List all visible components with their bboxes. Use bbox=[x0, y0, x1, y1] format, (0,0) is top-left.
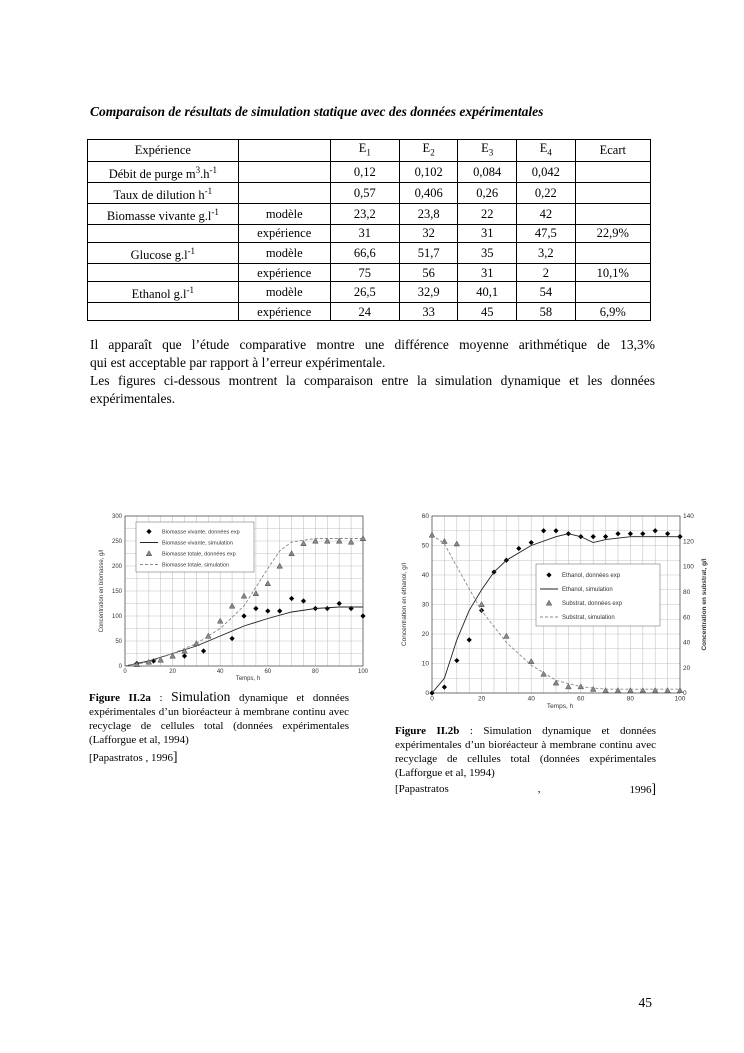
table-row bbox=[88, 182, 651, 203]
y2-axis-label: Concentration en substrat, g/l bbox=[701, 558, 708, 651]
cell-ecart bbox=[575, 182, 650, 203]
row-kind: expérience bbox=[238, 303, 330, 321]
cell-ecart bbox=[575, 282, 650, 303]
x-tick-label: 60 bbox=[577, 695, 585, 703]
cell-e3: 31 bbox=[458, 224, 517, 242]
cell-e2: 32,9 bbox=[399, 282, 458, 303]
data-point bbox=[603, 534, 608, 539]
paragraph-line: expérimentales. bbox=[90, 391, 176, 406]
row-kind: expérience bbox=[238, 224, 330, 242]
data-point bbox=[628, 688, 634, 693]
data-point bbox=[640, 531, 645, 536]
cell-e1: 23,2 bbox=[330, 203, 399, 224]
y2-tick-label: 120 bbox=[683, 538, 694, 546]
cell-e4: 47,5 bbox=[517, 224, 576, 242]
data-point bbox=[229, 603, 235, 608]
cell-e1: 26,5 bbox=[330, 282, 399, 303]
header-e1: $E_1$ bbox=[330, 140, 399, 162]
cell-e3: 31 bbox=[458, 264, 517, 282]
cell-e3: 0,26 bbox=[458, 182, 517, 203]
data-point bbox=[241, 613, 246, 618]
table-row bbox=[88, 264, 651, 282]
cell-e4: 54 bbox=[517, 282, 576, 303]
data-point bbox=[201, 648, 206, 653]
data-point bbox=[265, 581, 271, 586]
data-point bbox=[591, 534, 596, 539]
figure-2b-reference: [Papastratos , 1996] bbox=[395, 781, 656, 796]
data-point bbox=[541, 528, 546, 533]
table-title: Comparaison de résultats de simulation statique avec des données expérimentales bbox=[90, 104, 544, 119]
legend-label: Substrat, données exp bbox=[562, 601, 623, 607]
y-tick-label: 60 bbox=[421, 513, 429, 521]
data-point bbox=[348, 539, 354, 544]
x-tick-label: 0 bbox=[123, 669, 127, 675]
cell-e4: 58 bbox=[517, 303, 576, 321]
data-point bbox=[253, 606, 258, 611]
row-label: Taux de dilution $h^{-1}$ bbox=[88, 182, 239, 203]
x-tick-label: 100 bbox=[357, 669, 369, 675]
y-tick-label: 40 bbox=[421, 572, 429, 580]
y2-tick-label: 40 bbox=[683, 639, 691, 647]
header-empty bbox=[238, 140, 330, 162]
y-tick-label: 50 bbox=[115, 639, 122, 645]
cell-e2: 23,8 bbox=[399, 203, 458, 224]
row-kind bbox=[238, 161, 330, 182]
legend-label: Biomasse vivante, données exp bbox=[162, 529, 240, 536]
cell-e4: 2 bbox=[517, 264, 576, 282]
row-label bbox=[88, 224, 239, 242]
cell-e3: 40,1 bbox=[458, 282, 517, 303]
data-point bbox=[182, 653, 187, 658]
cell-e2: 33 bbox=[399, 303, 458, 321]
y2-tick-label: 20 bbox=[683, 664, 691, 672]
header-ecart: Ecart bbox=[575, 140, 650, 162]
cell-e3: 35 bbox=[458, 242, 517, 263]
data-point bbox=[265, 608, 270, 613]
figure-2b-chart bbox=[390, 508, 715, 723]
data-point bbox=[665, 531, 670, 536]
cell-e2: 0,406 bbox=[399, 182, 458, 203]
x-tick-label: 80 bbox=[312, 669, 319, 675]
data-point bbox=[628, 531, 633, 536]
paragraph-line: Les figures ci-dessous montrent la comparaison entre la simulation dynamique et les données bbox=[90, 373, 655, 388]
data-point bbox=[301, 598, 306, 603]
x-tick-label: 20 bbox=[477, 695, 486, 703]
cell-e1: 66,6 bbox=[330, 242, 399, 263]
data-point bbox=[277, 608, 282, 613]
data-point bbox=[640, 688, 646, 693]
data-point bbox=[289, 596, 294, 601]
table-header-row bbox=[88, 140, 651, 162]
x-tick-label: 80 bbox=[626, 695, 635, 703]
cell-e4: 0,22 bbox=[517, 182, 576, 203]
cell-e4: 42 bbox=[517, 203, 576, 224]
cell-e1: 0,57 bbox=[330, 182, 399, 203]
paragraph-comparison bbox=[90, 336, 655, 408]
x-axis-label: Temps, h bbox=[235, 676, 261, 682]
cell-ecart bbox=[575, 161, 650, 182]
y2-tick-label: 60 bbox=[683, 614, 691, 622]
data-point bbox=[454, 541, 460, 546]
x-tick-label: 40 bbox=[527, 695, 535, 703]
figure-2a-reference: [Papastratos , 1996 bbox=[89, 752, 174, 764]
y-tick-label: 150 bbox=[111, 589, 122, 595]
data-point bbox=[454, 658, 459, 663]
y2-tick-label: 100 bbox=[683, 563, 694, 571]
cell-e2: 32 bbox=[399, 224, 458, 242]
data-point bbox=[337, 601, 342, 606]
x-tick-label: 40 bbox=[216, 669, 224, 675]
data-point bbox=[230, 636, 235, 641]
x-axis-label: Temps, h bbox=[546, 703, 574, 710]
data-point bbox=[665, 688, 671, 693]
row-label: Biomasse vivante $g.l^{-1}$ bbox=[88, 203, 239, 224]
y-tick-label: 100 bbox=[111, 614, 122, 620]
legend-label: Ethanol, données exp bbox=[562, 573, 621, 579]
cell-e2: 56 bbox=[399, 264, 458, 282]
cell-e1: 75 bbox=[330, 264, 399, 282]
legend-label: Biomasse totale, données exp bbox=[162, 551, 236, 558]
data-point bbox=[253, 591, 259, 596]
data-point bbox=[442, 685, 447, 690]
cell-e2: 51,7 bbox=[399, 242, 458, 263]
paragraph-line: Il apparaît que l’étude comparative montre une différence moyenne arithmétique de 13,3% bbox=[90, 337, 655, 352]
x-tick-label: 100 bbox=[674, 695, 686, 703]
y-tick-label: 50 bbox=[421, 542, 429, 550]
paragraph-line: qui est acceptable par rapport à l’erreur expérimentale. bbox=[90, 355, 386, 370]
cell-e4: 0,042 bbox=[517, 161, 576, 182]
data-point bbox=[603, 688, 609, 693]
cell-e4: 3,2 bbox=[517, 242, 576, 263]
figure-2a-chart bbox=[88, 508, 370, 688]
legend-label: Biomasse vivante, simulation bbox=[162, 540, 233, 547]
cell-ecart: 22,9% bbox=[575, 224, 650, 242]
row-kind: expérience bbox=[238, 264, 330, 282]
row-kind bbox=[238, 182, 330, 203]
row-label: Débit de purge $m^3.h^{-1}$ bbox=[88, 161, 239, 182]
y-tick-label: 200 bbox=[111, 564, 122, 570]
cell-ecart bbox=[575, 242, 650, 263]
data-point bbox=[241, 593, 247, 598]
row-label bbox=[88, 264, 239, 282]
cell-e1: 0,12 bbox=[330, 161, 399, 182]
data-point bbox=[566, 684, 572, 689]
cell-e1: 31 bbox=[330, 224, 399, 242]
y-tick-label: 30 bbox=[421, 601, 429, 609]
table-row bbox=[88, 282, 651, 303]
table-row bbox=[88, 242, 651, 263]
cell-e3: 22 bbox=[458, 203, 517, 224]
data-point bbox=[652, 688, 658, 693]
data-point bbox=[677, 688, 683, 693]
series-biomasse-vivante-donn-es-exp bbox=[134, 596, 365, 666]
data-point bbox=[615, 531, 620, 536]
data-point bbox=[653, 528, 658, 533]
figure-2b-caption: Figure II.2b : Simulation dynamique et données expérimentales d’un bioréacteur à membrane continu avec recyclage de cellules total (données expérimentales (Lafforgue et al, 1994) [Papastratos , 1996] bbox=[395, 725, 656, 796]
data-point bbox=[516, 546, 521, 551]
x-tick-label: 60 bbox=[264, 669, 272, 675]
y2-tick-label: 80 bbox=[683, 589, 691, 597]
data-point bbox=[467, 637, 472, 642]
y-axis-label: Concentration en biomasse, g/l bbox=[99, 549, 105, 633]
data-point bbox=[325, 606, 330, 611]
y-tick-label: 20 bbox=[421, 631, 429, 639]
cell-e2: 0,102 bbox=[399, 161, 458, 182]
y2-tick-label: 140 bbox=[683, 513, 694, 521]
results-table bbox=[87, 139, 651, 321]
table-row bbox=[88, 224, 651, 242]
row-kind: modèle bbox=[238, 242, 330, 263]
y-tick-label: 300 bbox=[111, 514, 122, 520]
header-e3: $E_3$ bbox=[458, 140, 517, 162]
row-label: Ethanol $g.l^{-1}$ bbox=[88, 282, 239, 303]
header-experience: Expérience bbox=[88, 140, 239, 162]
data-point bbox=[217, 618, 223, 623]
y-tick-label: 10 bbox=[421, 660, 429, 668]
page-number: 45 bbox=[638, 995, 652, 1010]
cell-e3: 0,084 bbox=[458, 161, 517, 182]
x-tick-label: 20 bbox=[169, 669, 176, 675]
data-point bbox=[553, 528, 558, 533]
data-point bbox=[301, 541, 307, 546]
row-kind: modèle bbox=[238, 282, 330, 303]
cell-ecart: 6,9% bbox=[575, 303, 650, 321]
row-label: Glucose $g.l^{-1}$ bbox=[88, 242, 239, 263]
cell-e3: 45 bbox=[458, 303, 517, 321]
y-axis-label: Concentration en éthanol, g/l bbox=[401, 562, 408, 647]
data-point bbox=[615, 688, 621, 693]
cell-ecart bbox=[575, 203, 650, 224]
legend-label: Substrat, simulation bbox=[562, 615, 615, 621]
y-tick-label: 250 bbox=[111, 539, 122, 545]
data-point bbox=[442, 538, 448, 543]
table-row bbox=[88, 203, 651, 224]
cell-ecart: 10,1% bbox=[575, 264, 650, 282]
row-kind: modèle bbox=[238, 203, 330, 224]
x-tick-label: 0 bbox=[430, 695, 434, 703]
header-e4: $E_4$ bbox=[517, 140, 576, 162]
legend-label: Ethanol, simulation bbox=[562, 587, 613, 593]
figure-2a-caption: Figure II.2a : Simulation dynamique et données expérimentales d’un bioréacteur à membrane continu avec recyclage de cellules total (données expérimentales (Lafforgue et al, 1994) [Papastratos , 1996] bbox=[89, 689, 349, 764]
legend-label: Biomasse totale, simulation bbox=[162, 562, 229, 569]
cell-e1: 24 bbox=[330, 303, 399, 321]
y-tick-label: 0 bbox=[118, 664, 122, 670]
data-point bbox=[360, 613, 365, 618]
row-label bbox=[88, 303, 239, 321]
data-point bbox=[590, 686, 596, 691]
y2-tick-label: 0 bbox=[683, 690, 687, 698]
header-e2: $E_2$ bbox=[399, 140, 458, 162]
data-point bbox=[529, 540, 534, 545]
table-row bbox=[88, 161, 651, 182]
table-row bbox=[88, 303, 651, 321]
y-tick-label: 0 bbox=[425, 690, 429, 698]
